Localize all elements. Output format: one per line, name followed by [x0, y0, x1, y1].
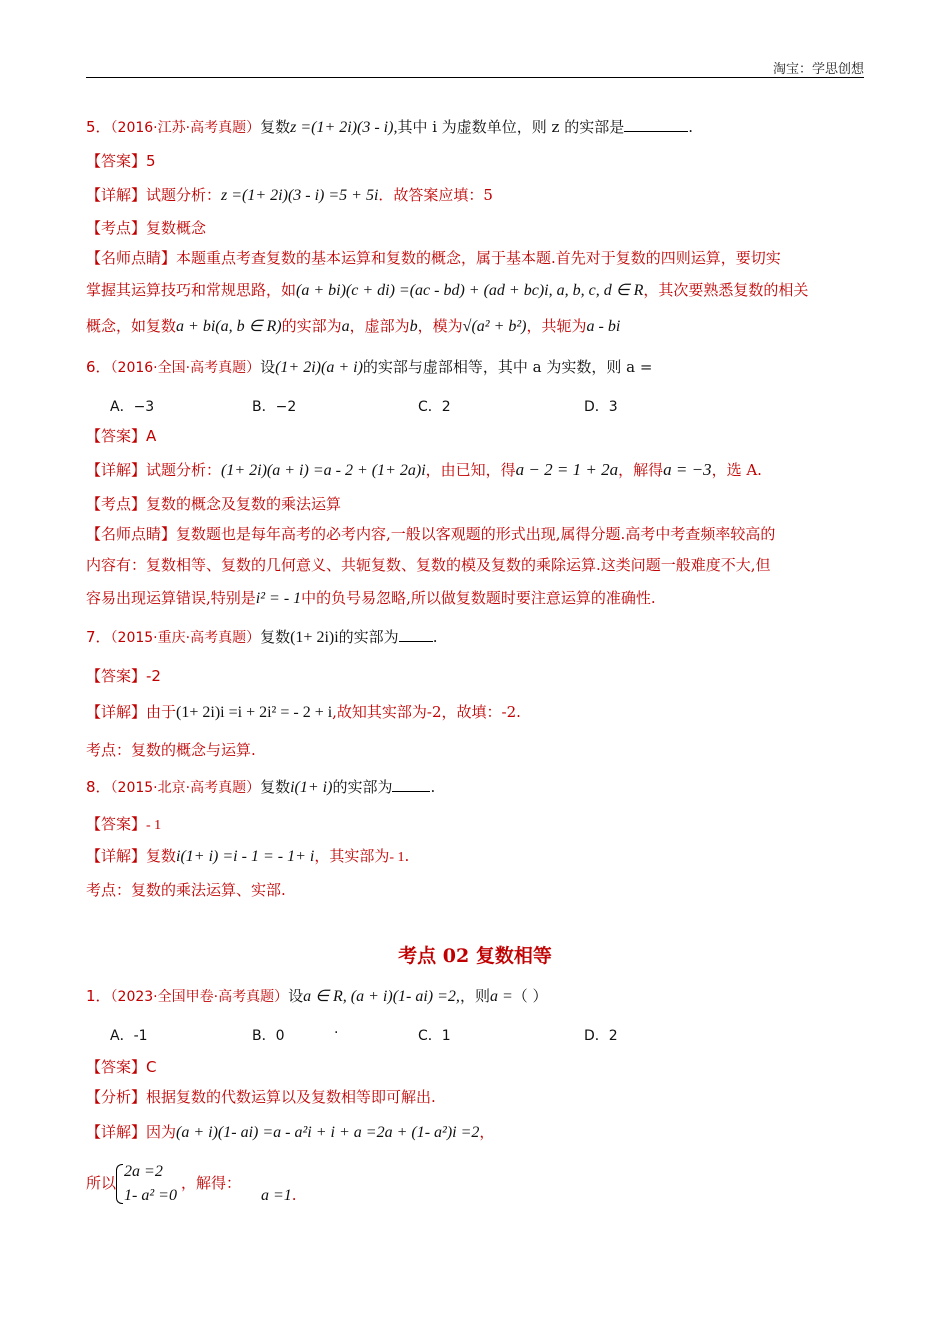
- q5-answer: [86, 151, 876, 171]
- q7-stem-pre: 复数: [260, 628, 291, 646]
- q5-tip-3-f4: √(a² + b²): [462, 318, 527, 335]
- q8-detail-pre: 复数: [146, 847, 177, 865]
- s1-analysis: [86, 1087, 876, 1107]
- s1-formula: a ∈ R, (a + i)(1- ai) =2,: [303, 988, 460, 1005]
- q5-stem-post: 其中 i 为虚数单位，则 z 的实部是: [397, 118, 625, 136]
- q6-answer: [86, 426, 876, 446]
- q8-detail-label: 【详解】: [86, 847, 147, 865]
- s1-detail-pre: 因为: [146, 1123, 177, 1141]
- q5-detail-post: ．故答案应填：5: [378, 186, 493, 204]
- s1-answer-value: C: [146, 1058, 157, 1076]
- q6-option-c: C．2: [418, 399, 451, 415]
- q5-end: .: [688, 118, 694, 136]
- q8-detail-value: - 1: [389, 850, 405, 865]
- q6-option-a: A．−3: [110, 399, 155, 415]
- q8-answer-label: 【答案】: [86, 815, 147, 833]
- q6-point-text: 复数的概念及复数的乘法运算: [146, 495, 342, 513]
- q5-point-label: 【考点】: [86, 219, 147, 237]
- q8-formula: i(1+ i): [290, 779, 333, 796]
- s1-detail-label: 【详解】: [86, 1123, 147, 1141]
- q8-end: .: [430, 778, 436, 796]
- q6-option-d: D．3: [584, 399, 618, 415]
- q5-tip-2-pre: 掌握其运算技巧和常规思路，如: [86, 281, 297, 299]
- q7-answer: [86, 666, 876, 686]
- q5-detail-label: 【详解】: [86, 186, 147, 204]
- q5-point-text: 复数概念: [146, 219, 207, 237]
- q6-answer-value: A: [146, 427, 157, 445]
- q6-tip-3-formula: i² = - 1: [255, 590, 302, 607]
- q8-detail: [86, 846, 876, 868]
- q7-answer-value: -2: [146, 667, 161, 685]
- q5-tip-3: [86, 316, 876, 337]
- q6-answer-label: 【答案】: [86, 427, 147, 445]
- s1-sys-mid: ，解得：: [180, 1174, 241, 1192]
- q5-stem: [86, 117, 876, 138]
- q7-end: .: [432, 628, 438, 646]
- q8-number: 8．: [86, 778, 111, 796]
- s1-detail-post: ，: [479, 1123, 495, 1141]
- q5-point: [86, 218, 876, 238]
- q8-detail-formula: i(1+ i) =i - 1 = - 1+ i: [176, 848, 315, 865]
- q5-answer-label: 【答案】: [86, 152, 147, 170]
- q5-blank: [624, 131, 688, 132]
- q8-stem: [86, 777, 876, 798]
- q6-detail-post: ，选 A.: [711, 461, 762, 479]
- q8-detail-post: ，其实部为: [314, 847, 390, 865]
- q8-answer-value: - 1: [146, 818, 162, 833]
- s1-sys-end: .: [291, 1186, 297, 1204]
- q7-stem: [86, 627, 876, 648]
- s1-sys-pre: 所以: [86, 1174, 117, 1192]
- s1-option-a: A．-1: [110, 1028, 148, 1044]
- s1-equation-system: [116, 1160, 177, 1208]
- q6-stem-pre: 设: [260, 358, 276, 376]
- s1-analysis-label: 【分析】: [86, 1088, 147, 1106]
- q7-answer-label: 【答案】: [86, 667, 147, 685]
- q7-detail: [86, 702, 876, 723]
- s1-dot: ·: [334, 1025, 339, 1041]
- q7-detail-post: ,故知其实部为-2，故填：-2.: [332, 703, 521, 721]
- q6-detail: [86, 460, 876, 481]
- q8-blank: [392, 791, 430, 792]
- q6-stem-post: 的实部与虚部相等，其中 a 为实数，则 a =: [362, 358, 653, 376]
- q6-point: [86, 494, 876, 514]
- s1-system: [86, 1160, 876, 1208]
- q6-tip-2: 内容有：复数相等、复数的几何意义、共轭复数、复数的模及复数的乘除运算.这类问题一般难度不大,但: [86, 556, 771, 574]
- header-rule: [86, 77, 864, 78]
- q5-tip-1: [86, 248, 876, 268]
- q6-detail-pre: 试题分析：: [146, 461, 222, 479]
- q6-source: （2016·全国·高考真题）: [110, 360, 261, 376]
- q5-tip-2-formula: (a + bi)(c + di) =(ac - bd) + (ad + bc)i, a, b, c, d ∈ R: [296, 282, 644, 299]
- q8-point: 考点：复数的乘法运算、实部.: [86, 881, 286, 899]
- q8-detail-end: .: [404, 847, 410, 865]
- q5-number: 5．: [86, 118, 111, 136]
- q7-detail-label: 【详解】: [86, 703, 147, 721]
- q7-number: 7．: [86, 628, 111, 646]
- q5-detail: [86, 185, 876, 206]
- q6-point-label: 【考点】: [86, 495, 147, 513]
- q6-tip-3-pre: 容易出现运算错误,特别是: [86, 589, 256, 607]
- s1-option-c: C．1: [418, 1028, 451, 1044]
- q5-tip-2: [86, 280, 876, 301]
- s1-stem-end: （ ）: [512, 987, 548, 1005]
- q7-detail-pre: 由于: [146, 703, 177, 721]
- s1-detail-formula: (a + i)(1- ai) =a - a²i + i + a =2a + (1- a²)i =2: [176, 1124, 480, 1141]
- q5-tip-3-f3: b: [409, 318, 418, 335]
- q5-tip-2-post: ，其次要熟悉复数的相关: [643, 281, 809, 299]
- q5-formula: z =(1+ 2i)(3 - i),: [290, 119, 398, 136]
- q5-source: （2016·江苏·高考真题）: [110, 120, 261, 136]
- q8-source: （2015·北京·高考真题）: [110, 780, 261, 796]
- q8-stem-pre: 复数: [260, 778, 291, 796]
- s1-number: 1．: [86, 987, 111, 1005]
- s1-answer: [86, 1057, 876, 1077]
- header-brand: 淘宝：学思创想: [772, 62, 864, 77]
- q5-tip-3-c: ，虚部为: [349, 317, 410, 335]
- q5-tip-3-f1: a + bi(a, b ∈ R): [176, 318, 282, 335]
- q6-stem: [86, 357, 876, 378]
- section-title: 考点 02 复数相等: [398, 945, 552, 967]
- q6-detail-formula2: a − 2 = 1 + 2a: [515, 460, 619, 479]
- q6-detail-formula3: a = −3: [663, 460, 712, 479]
- q7-detail-formula: (1+ 2i)i =i + 2i² = - 2 + i: [176, 704, 333, 721]
- s1-analysis-text: 根据复数的代数运算以及复数相等即可解出.: [146, 1088, 436, 1106]
- q6-option-b: B．−2: [252, 399, 297, 415]
- q5-tip-3-d: ，模为: [417, 317, 463, 335]
- s1-formula2: a =: [489, 988, 513, 1005]
- s1-detail: [86, 1122, 876, 1143]
- q8-answer: [86, 814, 876, 836]
- q7-stem-post: 的实部为: [338, 628, 399, 646]
- q6-tip-1: [86, 524, 876, 544]
- s1-answer-label: 【答案】: [86, 1058, 147, 1076]
- q5-tip-3-e: ，共轭为: [526, 317, 587, 335]
- q7-formula: (1+ 2i)i: [290, 629, 339, 646]
- q6-tip-1-text: 复数题也是每年高考的必考内容,一般以客观题的形式出现,属得分题.高考中考查频率较高的: [176, 525, 776, 543]
- q7-source: （2015·重庆·高考真题）: [110, 630, 261, 646]
- q6-tip-3-post: 中的负号易忽略,所以做复数题时要注意运算的准确性.: [301, 589, 656, 607]
- q5-tip-3-a: 概念，如复数: [86, 317, 177, 335]
- q6-tip-label: 【名师点睛】: [86, 525, 177, 543]
- q7-point: 考点：复数的概念与运算.: [86, 741, 256, 759]
- q6-detail-label: 【详解】: [86, 461, 147, 479]
- q6-detail-formula: (1+ 2i)(a + i) =a - 2 + (1+ 2a)i: [221, 462, 426, 479]
- s1-stem-pre: 设: [288, 987, 304, 1005]
- q5-detail-formula: z =(1+ 2i)(3 - i) =5 + 5i: [221, 187, 379, 204]
- s1-option-b: B．0: [252, 1028, 285, 1044]
- q5-answer-value: 5: [146, 152, 156, 170]
- q5-tip-3-f2: a: [341, 318, 350, 335]
- q5-tip-label: 【名师点睛】: [86, 249, 177, 267]
- q8-stem-post: 的实部为: [332, 778, 393, 796]
- s1-stem: [86, 986, 876, 1007]
- s1-source: （2023·全国甲卷·高考真题）: [110, 989, 289, 1005]
- q5-tip-1-text: 本题重点考查复数的基本运算和复数的概念，属于基本题.首先对于复数的四则运算，要切实: [176, 249, 781, 267]
- q5-tip-3-b: 的实部为: [281, 317, 342, 335]
- q6-formula: (1+ 2i)(a + i): [275, 359, 363, 376]
- q7-blank: [399, 641, 433, 642]
- q6-tip-3: [86, 588, 876, 609]
- s1-stem-post: ，则: [459, 987, 490, 1005]
- s1-sys-eq-1: 2a =2: [124, 1163, 163, 1180]
- s1-sys-result: a =1: [260, 1187, 292, 1204]
- q5-tip-3-f5: a - bi: [586, 318, 621, 335]
- q6-detail-mid: ，由已知，得: [425, 461, 516, 479]
- q6-number: 6．: [86, 358, 111, 376]
- q5-stem-pre: 复数: [260, 118, 291, 136]
- q6-detail-mid2: ，解得: [618, 461, 664, 479]
- s1-option-d: D．2: [584, 1028, 618, 1044]
- q5-detail-pre: 试题分析：: [146, 186, 222, 204]
- s1-sys-eq-2: 1- a² =0: [124, 1187, 177, 1204]
